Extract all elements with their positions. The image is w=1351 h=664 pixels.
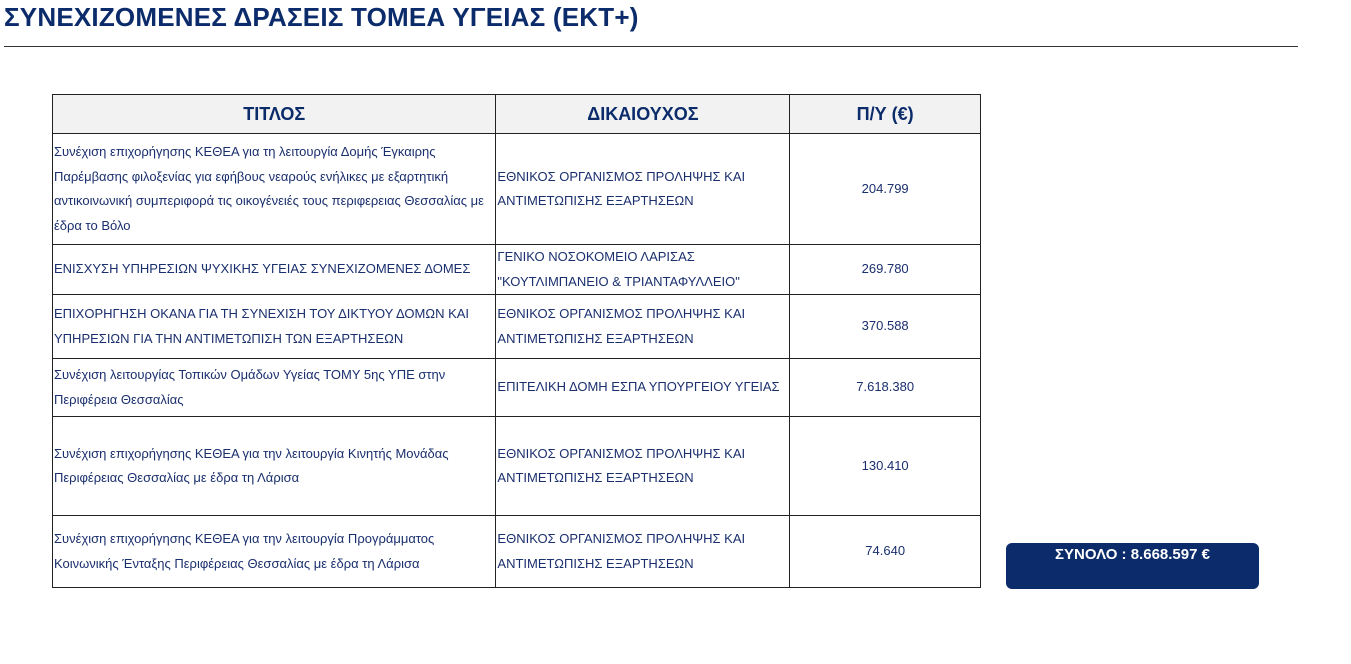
total-badge: ΣΥΝΟΛΟ : 8.668.597 € xyxy=(1006,543,1259,589)
row-beneficiary-line: ΓΕΝΙΚΟ ΝΟΣΟΚΟΜΕΙΟ ΛΑΡΙΣΑΣ xyxy=(497,249,695,264)
row-amount: 7.618.380 xyxy=(790,359,981,417)
row-title-line: ΥΠΗΡΕΣΙΩΝ ΓΙΑ ΤΗΝ ΑΝΤΙΜΕΤΩΠΙΣΗ ΤΩΝ ΕΞΑΡΤΗΣΕΩΝ xyxy=(54,330,404,346)
row-beneficiary-cell xyxy=(496,245,790,295)
row-title-line: αντικοινωνική συμπεριφορά τις οικογένειές τους περιφερειας Θεσσαλίας με xyxy=(54,193,484,208)
table-row xyxy=(53,417,981,516)
row-title-line: Συνέχιση επιχορήγησης ΚΕΘΕΑ για την λειτουργία Κινητής Μονάδας xyxy=(54,445,449,461)
row-title-cell xyxy=(53,245,496,295)
row-beneficiary-line: ΑΝΤΙΜΕΤΩΠΙΣΗΣ ΕΞΑΡΤΗΣΕΩΝ xyxy=(497,193,694,208)
row-title-line: Συνέχιση επιχορήγησης ΚΕΘΕΑ για τη λειτουργία Δομής Έγκαιρης xyxy=(54,144,436,159)
table-row xyxy=(53,359,981,417)
row-title-cell xyxy=(53,295,496,359)
row-beneficiary-line: ΑΝΤΙΜΕΤΩΠΙΣΗΣ ΕΞΑΡΤΗΣΕΩΝ xyxy=(497,470,694,485)
table-header-row xyxy=(53,95,981,134)
header-beneficiary: ΔΙΚΑΙΟΥΧΟΣ xyxy=(496,95,790,134)
table-row xyxy=(53,295,981,359)
row-title-line: Περιφέρεια Θεσσαλίας xyxy=(54,391,184,407)
row-title-cell xyxy=(53,417,496,516)
header-title: ΤΙΤΛΟΣ xyxy=(53,95,496,134)
row-beneficiary-line: ΑΝΤΙΜΕΤΩΠΙΣΗΣ ΕΞΑΡΤΗΣΕΩΝ xyxy=(497,330,694,346)
row-amount: 130.410 xyxy=(790,417,981,516)
table-row xyxy=(53,134,981,245)
row-title-line: έδρα το Βόλο xyxy=(54,217,131,233)
row-amount: 370.588 xyxy=(790,295,981,359)
actions-table xyxy=(52,94,981,588)
row-beneficiary-line: "ΚΟΥΤΛΙΜΠΑΝΕΙΟ & ΤΡΙΑΝΤΑΦΥΛΛΕΙΟ" xyxy=(497,273,740,289)
row-title-line: Συνέχιση λειτουργίας Τοπικών Ομάδων Υγείας ΤΟΜΥ 5ης ΥΠΕ στην xyxy=(54,367,446,382)
row-title-cell xyxy=(53,359,496,417)
row-title-line: Περιφέρειας Θεσσαλίας με έδρα τη Λάρισα xyxy=(54,470,300,485)
row-amount: 74.640 xyxy=(790,516,981,588)
row-beneficiary-cell xyxy=(496,417,790,516)
header-budget: Π/Υ (€) xyxy=(790,95,981,134)
title-divider xyxy=(4,46,1298,47)
row-amount: 204.799 xyxy=(790,134,981,245)
row-title-line: ΕΝΙΣΧΥΣΗ ΥΠΗΡΕΣΙΩΝ ΨΥΧΙΚΗΣ ΥΓΕΙΑΣ ΣΥΝΕΧΙΖΟΜΕΝΕΣ ΔΟΜΕΣ xyxy=(54,261,471,277)
table-row xyxy=(53,516,981,588)
row-beneficiary-line: ΑΝΤΙΜΕΤΩΠΙΣΗΣ ΕΞΑΡΤΗΣΕΩΝ xyxy=(497,555,694,571)
row-beneficiary-line: ΕΘΝΙΚΟΣ ΟΡΓΑΝΙΣΜΟΣ ΠΡΟΛΗΨΗΣ ΚΑΙ xyxy=(497,445,746,461)
row-title-cell xyxy=(53,516,496,588)
row-beneficiary-line: ΕΘΝΙΚΟΣ ΟΡΓΑΝΙΣΜΟΣ ΠΡΟΛΗΨΗΣ ΚΑΙ xyxy=(497,531,746,546)
page-title: ΣΥΝΕΧΙΖΟΜΕΝΕΣ ΔΡΑΣΕΙΣ ΤΟΜΕΑ ΥΓΕΙΑΣ (ΕΚΤ+) xyxy=(4,2,639,32)
row-title-line: Παρέμβασης φιλοξενίας για εφήβους νεαρούς ενήλικες με εξαρτητική xyxy=(54,168,449,184)
row-beneficiary-cell xyxy=(496,516,790,588)
row-beneficiary-cell xyxy=(496,295,790,359)
row-beneficiary-cell xyxy=(496,134,790,245)
row-beneficiary-line: ΕΠΙΤΕΛΙΚΗ ΔΟΜΗ ΕΣΠΑ ΥΠΟΥΡΓΕΙΟΥ ΥΓΕΙΑΣ xyxy=(497,379,780,395)
row-beneficiary-line: ΕΘΝΙΚΟΣ ΟΡΓΑΝΙΣΜΟΣ ΠΡΟΛΗΨΗΣ ΚΑΙ xyxy=(497,168,746,184)
row-title-line: Κοινωνικής Ένταξης Περιφέρειας Θεσσαλίας με έδρα τη Λάρισα xyxy=(54,555,420,571)
row-title-line: Συνέχιση επιχορήγησης ΚΕΘΕΑ για την λειτουργία Προγράμματος xyxy=(54,531,435,546)
row-amount: 269.780 xyxy=(790,245,981,295)
row-beneficiary-cell xyxy=(496,359,790,417)
table-row xyxy=(53,245,981,295)
row-title-cell xyxy=(53,134,496,245)
row-beneficiary-line: ΕΘΝΙΚΟΣ ΟΡΓΑΝΙΣΜΟΣ ΠΡΟΛΗΨΗΣ ΚΑΙ xyxy=(497,306,746,321)
row-title-line: ΕΠΙΧΟΡΗΓΗΣΗ ΟΚΑΝΑ ΓΙΑ ΤΗ ΣΥΝΕΧΙΣΗ ΤΟΥ ΔΙΚΤΥΟΥ ΔΟΜΩΝ ΚΑΙ xyxy=(54,306,470,321)
